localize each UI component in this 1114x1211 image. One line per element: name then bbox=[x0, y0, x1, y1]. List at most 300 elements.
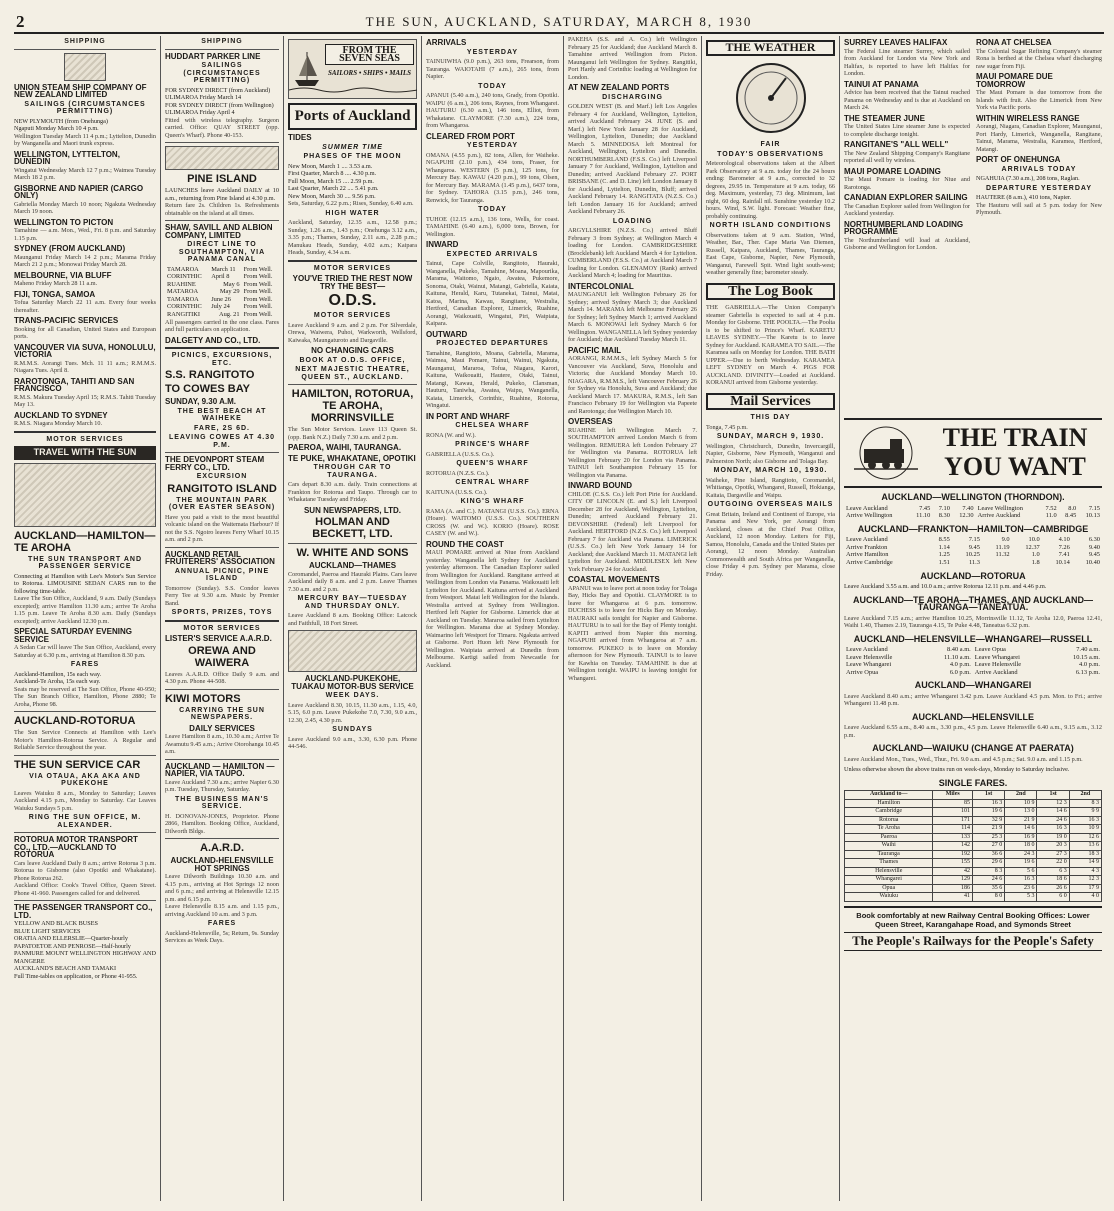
timetable-row bbox=[844, 551, 1102, 559]
table-cell: 7.15 bbox=[968, 536, 980, 544]
ship-row bbox=[165, 266, 279, 274]
no-changing: NO CHANGING CARS bbox=[311, 346, 394, 355]
fare-line: Auckland-Hamilton, 15s each way. bbox=[14, 670, 102, 678]
table-cell: 8 0 bbox=[972, 893, 1004, 902]
table-cell: 10.15 a.m. bbox=[1073, 653, 1100, 661]
sun-car-heading: THE SUN SERVICE CAR bbox=[14, 758, 141, 771]
table-cell: 19 0 bbox=[1037, 833, 1069, 842]
table-cell: 24 6 bbox=[1037, 816, 1069, 825]
table-cell: 10.14 bbox=[1055, 558, 1070, 566]
ods-subheading: MOTOR SERVICES bbox=[313, 312, 392, 319]
leaving-text: LEAVING COWES AT 4.30 P.M. bbox=[168, 434, 276, 449]
table-header-cell: 2nd bbox=[1069, 791, 1101, 800]
table-cell: TAMAROA bbox=[167, 265, 199, 273]
table-cell: 25 3 bbox=[972, 833, 1004, 842]
paeroa-heading: PAEROA, WAIHI, TAURANGA. bbox=[288, 443, 402, 452]
rona-heading: RONA AT CHELSEA bbox=[976, 38, 1052, 47]
fare-row bbox=[845, 799, 1102, 808]
table-cell: 8.30 bbox=[938, 512, 950, 520]
table-cell: 13 0 bbox=[1005, 808, 1037, 817]
table-cell: Rotorua bbox=[845, 816, 933, 825]
round-coast-heading: ROUND THE COAST bbox=[426, 539, 504, 549]
column-weather: THE WEATHER FAIR TODAY'S OBSERVATIONS Meteorological observations taken at the Albert Park Observatory at 9 a.m. today for the 24 hours ending: Barometer at 9 a.m., corrected to 32 degrees, 29.95 in. Temperature at 9 a.m. today, 66 deg. Maximum, yesterday, 73 deg. Minimum, last night, 60 deg. Rainfall nil. Sunshine yesterday 10.2 hours. Wind, S.W. light. Forecast: Weather fine, probably continuing. NORTH ISLAND CONDITIONS Observations taken at 9 a.m. Station, Wind, Weather, Bar., Ther. Cape Maria Van Diemen, Russell, Kaipara, Auckland, Thames, Tauranga, East Cape, Gisborne, Napier, New Plymouth, Wanganui, Farewell Spit. Wind light south-west; weather generally fine; barometer steady. The Log Book THE GABRIELLA.—The Union Company's steamer Gabriella is expected to sail at 4 p.m. Monday for Gisborne. THE POOLTA.—The Poolta is to be shifted to Prince's Wharf. KARETU LEAVES SYDNEY.—The Karetu is to leave Sydney for Auckland. KARAMEA TO SAIL.—The Karamea sails on Monday for London. THE BATH UPPER.—Due to berth Wednesday. KARAMEA LEFT SYDNEY on March 4. PIGS FOR AUCKLAND. DIVINITY—Loaded at Auckland. KORANUI arrived from Gisborne yesterday. Mail Services THIS DAY Tonga, 7.45 p.m. SUNDAY, MARCH 9, 1930. Wellington, Christchurch, Dunedin, Invercargill, Napier, Gisborne, New Plymouth, Wanganui and Palmerston North; also Gisborne and Tolaga Bay. MONDAY, MARCH 10, 1930. Waiheke, Pine Island, Rangitoto, Coromandel, Whitianga, Opotiki, Whangarei, Russell, Hokianga, Kaitaia, Dargaville and Waipu. OUTGOING OVERSEAS MAILS Great Britain, Ireland and Continent of Europe, via Panama and New York, per Aorangi from Auckland, closes at the Chief Post Office, Auckland, 12 noon Monday. Letters for Fiji, Samoa, Honolulu, Canada and the United States per Aorangi, 12 noon Monday. Australian Commonwealth and South Africa per Wanganella, close Friday 4 p.m. Sydney per Marama, close Friday. bbox=[706, 40, 835, 578]
table-cell: 24 6 bbox=[972, 876, 1004, 885]
page-number: 2 bbox=[16, 12, 25, 31]
sailing-item: AUCKLAND TO SYDNEY bbox=[14, 410, 108, 420]
timetable-row bbox=[844, 544, 1102, 552]
route-heading: AUCKLAND—TE AROHA—THAMES, AND AUCKLAND—TAURANGA—TANEATUA. bbox=[853, 594, 1093, 613]
table-cell: 42 bbox=[933, 867, 973, 876]
daily-heading: DAILY SERVICES bbox=[189, 723, 255, 733]
table-cell: May 29 bbox=[219, 288, 240, 296]
chelsea-heading: CHELSEA WHARF bbox=[455, 422, 530, 429]
table-cell: 14 6 bbox=[1005, 825, 1037, 834]
barometer-label: FAIR bbox=[760, 141, 781, 148]
table-cell bbox=[982, 559, 1012, 567]
table-cell: Helensville bbox=[845, 867, 933, 876]
rangitoto-heading: S.S. RANGITOTO bbox=[165, 369, 255, 382]
table-header-cell: 2nd bbox=[1005, 791, 1037, 800]
table-cell: 14 9 bbox=[1069, 859, 1101, 868]
kings-heading: KING'S WHARF bbox=[460, 498, 525, 505]
timetable-row bbox=[844, 559, 1102, 567]
expected-heading: EXPECTED ARRIVALS bbox=[446, 250, 539, 258]
note-heading: RANGITANE'S "ALL WELL" bbox=[844, 140, 949, 149]
rangitoto-island: RANGITOTO ISLAND bbox=[167, 482, 277, 495]
kiwi-subheading: CARRYING THE SUN NEWSPAPERS. bbox=[179, 706, 265, 722]
route-table bbox=[844, 536, 1102, 566]
table-cell: 22 0 bbox=[1037, 859, 1069, 868]
table-cell: RANGITIKI bbox=[167, 311, 201, 319]
this-day-heading: THIS DAY bbox=[750, 414, 791, 421]
seven-seas-subtitle: SAILORS • SHIPS • MAILS bbox=[327, 69, 412, 77]
weather-heading: THE WEATHER bbox=[706, 40, 835, 56]
table-cell: 7.10 bbox=[938, 504, 950, 512]
seven-seas-title: FROM THE SEVEN SEAS bbox=[325, 44, 414, 65]
sailing-item: WELLINGTON TO PICTON bbox=[14, 217, 114, 227]
sunday-departure: SUNDAY, 9.30 A.M. bbox=[165, 397, 236, 407]
route-heading: AUCKLAND—ROTORUA bbox=[920, 570, 1026, 581]
princes-heading: PRINCE'S WHARF bbox=[455, 441, 530, 448]
table-cell: 19 6 bbox=[1005, 859, 1037, 868]
train-banner-line: THE TRAIN bbox=[942, 423, 1088, 452]
huddart-line: ULIMAROA Friday March 14 bbox=[165, 94, 242, 101]
table-cell: Leave Whangarei bbox=[974, 653, 1020, 661]
table-cell: Tauranga bbox=[845, 850, 933, 859]
table-cell: 7.52 bbox=[1045, 504, 1057, 512]
table-cell: 4.10 bbox=[1058, 536, 1070, 544]
timetable-row bbox=[844, 654, 1102, 662]
table-cell: Leave Helensville bbox=[846, 653, 893, 661]
column-nz-ports: PAKEHA (S.S. and A. Co.) left Wellington February 25 for Auckland; due Auckland March 8. Tamahine arrived Wellington from Picton. Maunganui left Wellington for Sydney. Rangitiki, Port Hardy and Corinthic loading at Wellington for London. AT NEW ZEALAND PORTS DISCHARGING GOLDEN WEST (B. and Marf.) left Los Angeles February 4 for Auckland, Wellington, Lyttelton, arrived Auckland February 24. JUNE (S. and Marf.) left New York January 28 for Auckland, Wellington, Lyttelton, Dunedin; due Auckland March 5. MINNEDOSA left Montreal for Auckland, Wellington, Lyttelton and Dunedin. NORTHUMBERLAND (F.S.S. Co.) left Liverpool January 7 for Auckland, Wellington, Lyttelton and Dunedin; arrived Auckland February 27. PORT BRISBANE (C. and D. Line) left London January 8 for Auckland, Lyttelton, Dunedin, Bluff; arrived Auckland February 14. RANGITATA (N.Z.S. Co.) left London January 16 for Auckland; arrived Auckland February 26. LOADING ARGYLLSHIRE (N.Z.S. Co.) arrived Bluff February 3 from Sydney; at Wellington March 4 loading for London. CAMBRIDGESHIRE (Brocklebank) left Auckland March 4 for Lyttelton. CUMBERLAND (F.S.S. Co.) at Auckland March 7 loading for London. GLENAMOY (Rank) arrived Auckland March 4; loading for Mauritius. INTERCOLONIAL MAUNGANUI left Wellington February 26 for Sydney; arrived Sydney March 3; due Auckland March 14. MARAMA left Melbourne February 26 for Sydney; left Sydney March 1; arrived Auckland March 6. MONOWAI left Sydney March 6 for Wellington. WANGANELLA left Sydney yesterday for Auckland; due Auckland Tuesday March 11. PACIFIC MAIL AORANGI, R.M.M.S., left Sydney March 5 for Vancouver via Auckland, Suva, Honolulu and Victoria; due Auckland Monday March 10. NIAGARA, R.M.M.S., left Vancouver February 26 for Sydney via Honolulu, Suva and Auckland; due Auckland March 17. MAKURA, R.M.S., left San Francisco February 19 for Wellington via Papeete and Rarotonga; due Wellington March 10. OVERSEAS RUAHINE left Wellington March 7. SOUTHAMPTON arrived London March 6 from Wellington. REMUERA left London February 27 for Wellington via Panama. ROTORUA left Wellington February 20 for London via Panama. TAINUI left Southampton February 15 for Wellington via Panama. INWARD BOUND CHILOE (C.S.S. Co.) left Port Pirie for Auckland. CITY OF LINCOLN (E. and S.) left Liverpool December 28 for Auckland, Wellington, Lyttelton, Dunedin; arrived Auckland February 21. DEVONSHIRE (Federal) left Liverpool for Auckland. HERTFORD (N.Z.S. Co.) left Liverpool February 7 for Auckland via Panama. LIMERICK (U.S.S. Co.) left New York January 14 for Auckland; due Auckland March 11. MATANGI left Lyttelton for Auckland. MIDDLESEX left New York February 24 for Auckland. COASTAL MOVEMENTS APANUI was to leave port at noon today for Tolaga Bay, Hicks Bay and Opotiki. CLAYMORE is to leave for Whangaroa at 6 p.m. tomorrow. DUCHESS is to leave for Hicks Bay on Monday. HAURAKI sails tonight for Napier and Gisborne. HAUTURU is to sail for the Bay of Plenty tonight. KAPITI arrived from Napier this morning. NGAPUHI arrived from Whangaroa at 7 a.m. tomorrow. PUKEKO is to leave on Monday afternoon for New Plymouth. TAINUI is to leave for Kawhia on Tuesday. TAMAHINE is due at Wellington tonight. WAIPU is leaving tonight for Whangarei. bbox=[568, 36, 697, 682]
today-heading: TODAY bbox=[478, 82, 507, 90]
sailing-item: VANCOUVER VIA SUVA, HONOLULU, VICTORIA bbox=[14, 342, 156, 359]
route-heading: AUCKLAND—WAIUKU (CHANGE AT PAERATA) bbox=[872, 743, 1074, 754]
wireless-heading: WITHIN WIRELESS RANGE bbox=[976, 113, 1080, 123]
ngahuia-line: NGAHUIA (7.30 a.m.), 208 tons, Raglan. bbox=[976, 175, 1080, 182]
table-cell: Aug. 21 bbox=[218, 311, 240, 319]
fare-row bbox=[845, 833, 1102, 842]
table-cell: 10.40 bbox=[1085, 558, 1100, 566]
huddart-subheading: SAILINGS (CIRCUMSTANCES PERMITTING) bbox=[183, 62, 261, 84]
timetable-row bbox=[844, 646, 1102, 654]
ship-row bbox=[165, 296, 279, 304]
table-cell: Waihi bbox=[845, 842, 933, 851]
masthead bbox=[14, 12, 1104, 34]
sundays: SUNDAYS bbox=[332, 726, 373, 733]
week-days: WEEK DAYS. bbox=[325, 692, 380, 699]
table-cell: CORINTHIC bbox=[167, 273, 202, 281]
note-heading: MAUI POMARE LOADING bbox=[844, 166, 941, 176]
outward-heading: OUTWARD bbox=[426, 329, 468, 339]
helensville-heading: AUCKLAND-HELENSVILLE HOT SPRINGS bbox=[170, 856, 274, 873]
section-heading: SHIPPING bbox=[64, 38, 106, 45]
table-cell: Arrive Opua bbox=[846, 668, 879, 676]
overseas-heading: OVERSEAS bbox=[568, 417, 613, 426]
column-rule bbox=[563, 36, 564, 1201]
fares-table bbox=[844, 790, 1102, 902]
thames-heading: AUCKLAND—THAMES bbox=[308, 561, 397, 570]
moon-phase: New Moon, March 30 .... 9.56 p.m. bbox=[288, 192, 376, 200]
column-shipping: SHIPPING UNION STEAM SHIP COMPANY OF NEW ZEALAND LIMITED SAILINGS (CIRCUMSTANCES PERMITTING) NEW PLYMOUTH (from Onehunga) Ngaputi Monday March 10 4 p.m. Wellington Tuesday March 11 4 p.m.; Lyttelton, Dunedin by Wanganella and Maori trunk express. WELLINGTON, LYTTELTON, DUNEDIN Wingatui Wednesday March 12 7 p.m.; Waimea Tuesday March 18 2 p.m. GISBORNE AND NAPIER (CARGO ONLY) Gabriella Monday March 10 noon; Ngakuta Wednesday March 19 noon. WELLINGTON TO PICTON Tamahine — a.m. Mon., Wed., Fri. 8 p.m. and Saturday 1.15 p.m. SYDNEY (FROM AUCKLAND) Maunganui Friday March 14 2 p.m.; Marama Friday March 21 2 p.m.; Monowai Friday March 28. MELBOURNE, VIA BLUFF Maheno Friday March 28 11 a.m. FIJI, TONGA, SAMOA Tofua Saturday March 22 11 a.m. Every four weeks thereafter. TRANS-PACIFIC SERVICES Booking for all Canadian, United States and European ports. VANCOUVER VIA SUVA, HONOLULU, VICTORIA R.M.M.S. Aorangi Tues. Mch. 11 11 a.m.; R.M.M.S. Niagara Tues. April 8. RAROTONGA, TAHITI AND SAN FRANCISCO R.M.S. Makura Tuesday April 15; R.M.S. Tahiti Tuesday May 13. AUCKLAND TO SYDNEY R.M.S. Niagara Monday March 10. MOTOR SERVICES TRAVEL WITH THE SUN AUCKLAND—HAMILTON—TE AROHA THE SUN TRANSPORT AND PASSENGER SERVICE Connecting at Hamilton with Lee's Motor's Sun Service to Rotorua. LIMOUSINE SEDAN CARS run to the following time-table. Leave The Sun Office, Auckland, 9 a.m. Daily (Sundays excepted); arrive Hamilton 11.30 a.m.; arrive Te Aroha 1.15 p.m. Leave Te Aroha 8.30 a.m. Daily (Sundays excepted); arrive Auckland 12.30 p.m. SPECIAL SATURDAY EVENING SERVICE A Sedan Car will leave The Sun Office, Auckland, every Saturday at 6.30 p.m., arriving at Hamilton 8.30 p.m. FARES Auckland-Hamilton, 15s each way. Auckland-Te Aroha, 15s each way. Seats may be reserved at The Sun Office, Phone 40-950; The Sun Branch Office, Hamilton, Phone 2880; Te Aroha, Phone 98. AUCKLAND-ROTORUA The Sun Service Connects at Hamilton with Lee's Motor's Hamilton-Rotorua Service. A Regular and Reliable Service throughout the year. THE SUN SERVICE CAR VIA OTAUA, AKA AKA AND PUKEKOHE Leaves Waiuku 8 a.m., Monday to Saturday; Leaves Auckland 4.15 p.m., Monday to Saturday. Car Leaves Waiuku Sundays 5 p.m. RING THE SUN OFFICE, M. ALEXANDER. ROTORUA MOTOR TRANSPORT CO., LTD.—AUCKLAND TO ROTORUA Cars leave Auckland Daily 8 a.m.; arrive Rotorua 3 p.m. Rotorua to Gisborne (also Opotiki and Whakatane). Phone Rotorua 262. Auckland Office: Cook's Travel Office, Queen Street. Phone 41-960. Passengers called for and delivered. THE PASSENGER TRANSPORT CO., LTD. YELLOW AND BLACK BUSES BLUE LIGHT SERVICES ORATIA AND ELLERSLIE—Quarter-hourly PAPATOETOE AND PENROSE—Half-hourly PANMURE MOUNT WELLINGTON HIGHWAY AND MANGERE AUCKLAND'S BEACH AND TAMAKI Full Time-tables on application, or Phone 41-955. bbox=[14, 38, 156, 980]
cowes-heading: TO COWES BAY bbox=[165, 383, 250, 396]
table-cell: 186 bbox=[933, 884, 973, 893]
discharging-heading: DISCHARGING bbox=[602, 93, 663, 101]
wireless-notes: RONA AT CHELSEA The Colonial Sugar Refining Company's steamer Rona is berthed at the Chelsea wharf discharging raw sugar from Fiji. MAUI POMARE DUE TOMORROW The Maui Pomare is due tomorrow from the Islands with fruit. Also the Limerick from New York via Pacific ports. WITHIN WIRELESS RANGE Aorangi, Niagara, Canadian Explorer, Maunganui, Port Hardy, Limerick, Wanganella, Rangitane, Tainui, Marama, Westralia, Karamea, Hertford, Matangi. PORT OF ONEHUNGA ARRIVALS TODAY NGAHUIA (7.30 a.m.), 208 tons, Raglan. DEPARTURE YESTERDAY HAUTERE (8 a.m.), 410 tons, Napier. The Hauturu will sail at 5 p.m. today for New Plymouth. bbox=[976, 38, 1102, 216]
table-cell: 8.0 bbox=[1068, 504, 1077, 512]
waiheke-fare: FARE, 2S 6D. bbox=[194, 424, 250, 432]
through-car: THROUGH CAR TO TAURANGA. bbox=[313, 464, 392, 479]
column-rule bbox=[283, 36, 284, 1201]
table-cell: 19 6 bbox=[972, 808, 1004, 817]
table-cell: Te Aroha bbox=[845, 825, 933, 834]
fare-row bbox=[845, 825, 1102, 834]
monday-heading: MONDAY, MARCH 10, 1930. bbox=[713, 467, 828, 474]
table-cell: 10.0 bbox=[1028, 536, 1040, 544]
route-table bbox=[844, 505, 1102, 520]
outgoing-heading: OUTGOING OVERSEAS MAILS bbox=[707, 501, 834, 508]
table-cell: May 6 bbox=[223, 280, 240, 288]
table-cell: 11.32 bbox=[995, 551, 1010, 559]
table-cell: 9.45 bbox=[968, 543, 980, 551]
column-railways bbox=[844, 36, 1102, 1201]
motor-bus-illustration bbox=[288, 630, 417, 672]
table-cell: 16 3 bbox=[972, 799, 1004, 808]
table-cell: 12 3 bbox=[1069, 876, 1101, 885]
table-cell: Arrive Cambridge bbox=[846, 558, 893, 566]
hamilton-rotorua-heading: HAMILTON, ROTORUA, TE AROHA, MORRINSVILLE bbox=[291, 388, 414, 424]
timetable-row bbox=[844, 536, 1102, 544]
table-cell: 12.30 bbox=[959, 512, 974, 520]
table-cell: Arrive Auckland bbox=[977, 512, 1021, 520]
table-cell: 8.45 bbox=[1065, 512, 1077, 520]
table-cell: 6.13 p.m. bbox=[1075, 668, 1100, 676]
huddart-line: FOR SYDNEY DIRECT (from Wellington) bbox=[165, 101, 274, 109]
bus-service: PANMURE MOUNT WELLINGTON HIGHWAY AND MANGERE bbox=[14, 950, 156, 965]
table-cell: Thames bbox=[845, 859, 933, 868]
sailing-item: WELLINGTON, LYTTELTON, DUNEDIN bbox=[14, 149, 120, 166]
table-cell: 1.51 bbox=[938, 558, 950, 566]
fare-row bbox=[845, 867, 1102, 876]
white-sons-heading: W. WHITE AND SONS bbox=[296, 547, 409, 559]
table-cell: 16 9 bbox=[1005, 833, 1037, 842]
table-cell: 21 9 bbox=[1005, 816, 1037, 825]
departure-yesterday: DEPARTURE YESTERDAY bbox=[985, 184, 1092, 192]
mail-services-heading: Mail Services bbox=[706, 393, 835, 411]
table-cell: 7.26 bbox=[1058, 543, 1070, 551]
huddart-heading: HUDDART PARKER LINE bbox=[165, 51, 261, 61]
section-heading: SHIPPING bbox=[201, 38, 243, 45]
ods-book: BOOK AT O.D.S. OFFICE, bbox=[299, 356, 406, 364]
table-header-cell: Auckland to— bbox=[845, 791, 933, 800]
table-cell: 13 6 bbox=[1069, 842, 1101, 851]
moon-phase: New Moon, March 1 .... 3.53 a.m. bbox=[288, 162, 373, 170]
note-heading: SURREY LEAVES HALIFAX bbox=[844, 38, 948, 47]
sailing-item: Ngaputi Monday March 10 4 p.m. bbox=[14, 125, 99, 132]
table-cell: March 11 bbox=[211, 265, 236, 273]
table-cell: 32 9 bbox=[972, 816, 1004, 825]
fare-row bbox=[845, 859, 1102, 868]
table-cell: 16 3 bbox=[1069, 816, 1101, 825]
train-banner-line: YOU WANT bbox=[944, 452, 1086, 481]
mountain-park: THE MOUNTAIN PARK (OVER EASTER SEASON) bbox=[168, 496, 276, 512]
high-water-heading: HIGH WATER bbox=[325, 209, 380, 217]
sports-heading: SPORTS, PRIZES, TOYS bbox=[171, 609, 273, 617]
shipping-notes: SURREY LEAVES HALIFAX The Federal Line steamer Surrey, which sailed from Auckland for London via New York and Halifax, is reported to have left Halifax for London. TAINUI AT PANAMA Advice has been received that the Tainui reached Panama on Wednesday and is due at Auckland on March 24. THE STEAMER JUNE The United States Line steamer June is expected to complete discharge tonight. RANGITANE'S "ALL WELL" The New Zealand Shipping Company's Rangitane reported all well by wireless. MAUI POMARE LOADING The Maui Pomare is loading for Niue and Rarotonga. CANADIAN EXPLORER SAILING The Canadian Explorer sailed from Wellington for Auckland yesterday. NORTHUMBERLAND LOADING PROGRAMME The Northumberland will load at Auckland, Gisborne and Wellington for London. bbox=[844, 38, 970, 251]
table-cell: 21 9 bbox=[972, 825, 1004, 834]
table-cell: 20 3 bbox=[1037, 842, 1069, 851]
table-cell: 7.41 bbox=[1058, 551, 1070, 559]
ods-book-address: NEXT MAJESTIC THEATRE, QUEEN ST., AUCKLAND. bbox=[295, 366, 410, 381]
table-cell: 41 bbox=[933, 893, 973, 902]
table-header-cell: 1st bbox=[1037, 791, 1069, 800]
page-title: THE SUN, AUCKLAND, SATURDAY, MARCH 8, 1930 bbox=[365, 14, 753, 29]
bus-service: YELLOW AND BLACK BUSES bbox=[14, 920, 98, 927]
table-cell: 192 bbox=[933, 850, 973, 859]
table-cell: 4.0 p.m. bbox=[949, 661, 971, 669]
table-cell: 12 6 bbox=[1069, 833, 1101, 842]
conditions-heading: NORTH ISLAND CONDITIONS bbox=[709, 222, 832, 229]
summer-time: SUMMER TIME bbox=[322, 143, 383, 151]
table-cell: From Well. bbox=[243, 273, 273, 281]
column-arrivals: ARRIVALS YESTERDAY TAINUIWHA (9.0 p.m.), 263 tons, Frearson, from Tauranga. WAIOTAHI (7 a.m.), 265 tons, from Napier. TODAY APANUI (5.40 a.m.), 240 tons, Grady, from Opotiki. WAIPU (6 a.m.), 206 tons, Raynes, from Whangarei. HAUTURU (6.30 a.m.), 146 tons, Elliot, from Whakatane. CLAYMORE (7.30 a.m.), 224 tons, from Whangaroa. CLEARED FROM PORT YESTERDAY OMANA (4.55 p.m.), 82 tons, Allen, for Waiheke. NGAPUHI (2.10 p.m.), 434 tons, Fraser, for Whangaroa. WESTERN (5 p.m.), 125 tons, for Mercury Bay. KAWAU (4.20 p.m.), 99 tons, Olsen, for Mercury Bay. MARAMA (1.45 p.m.), 6437 tons, for Sydney. TAHORA (3.15 p.m.), 246 tons, Renwick, for Tauranga. TODAY TUHOE (12.15 a.m.), 136 tons, Wells, for coast. TAMAHINE (6.40 a.m.), 6,000 tons, Brown, for Wellington. INWARD EXPECTED ARRIVALS Tainui, Cape Colville, Rangitoto, Hauraki, Wanganella, Pukeko, Tamahine, Moana, Mapourika, Marama, Waitomo, Ngaio, Awatea, Pukemore, Sonoma, Otaki, Wainui, Matangi, Gabriella, Kaiata, Kaituna, Herald, Karu, Tutanekai, Tainui, Matai, Katoa, Marina, Kawau, Rangitane, Westralia, Hertford, Canadian Explorer, Limerick, Ruahine, Aorangi, Waikouaiti, Wingatui, Piri, Waipiata, Kaipara. OUTWARD PROJECTED DEPARTURES Tamahine, Rangitoto, Moana, Gabriella, Marama, Waimea, Maui Pomare, Tainui, Wainui, Ngakuta, Maunganui, Mararoa, Tofua, Niagara, Karori, Kaituna, Waikouaiti, Hautere, Otaki, Tainui, Matangi, Kawau, Herald, Pukeko, Clansman, Hauturu, Taniwha, Awatea, Waipu, Wanganella, Kaiata, Limerick, Corinthic, Ruahine, Rotorua, Wingatui. IN PORT AND WHARF CHELSEA WHARF RONA (W. and W.). PRINCE'S WHARF GABRIELLA (U.S.S. Co.). QUEEN'S WHARF ROTORUA (N.Z.S. Co.). CENTRAL WHARF KAITUNA (U.S.S. Co.). KING'S WHARF RAMA (A. and C.). MATANGI (U.S.S. Co.). ERNA (Hoare). WAITOMO (U.S.S. Co.). SOUTHERN CROSS (W. and W.). KORIO (Hoare). ROSE CASEY (W. and W.). ROUND THE COAST MAUI POMARE arrived at Niue from Auckland yesterday. Wanganella left Sydney for Auckland yesterday afternoon. The Canadian Explorer sailed from Wellington for Auckland. Rangitane arrived at Wellington from London via Panama. Waikouaiti left Lyttelton for Auckland. Kaituna arrived at Auckland from Westport. Matai left Wellington for the Islands. Westralia arrived at Sydney from Wellington. Hertford left Napier for Gisborne. Limerick due at Auckland on Tuesday. Mararoa sailed from Lyttelton for Wellington. Marama due at Sydney Monday. Waimarino left Westport for Timaru. Ngakuta arrived at Gisborne. Port Huon left New Plymouth for Wellington. Waipiata arrived at Dunedin from Melbourne. Kartigi sailed from Newcastle for Auckland. bbox=[426, 38, 559, 669]
bus-service: AUCKLAND'S BEACH AND TAMAKI bbox=[14, 965, 117, 972]
column-rule bbox=[701, 36, 702, 1201]
sailing-item: TRANS-PACIFIC SERVICES bbox=[14, 316, 119, 325]
huddart-line: ULIMAROA Friday April 4 bbox=[165, 109, 235, 116]
central-heading: CENTRAL WHARF bbox=[455, 479, 530, 486]
table-cell: From Well. bbox=[243, 288, 273, 296]
table-cell: 11.10 bbox=[916, 512, 931, 520]
table-cell: Paeroa bbox=[845, 833, 933, 842]
column-rule bbox=[160, 36, 161, 1201]
inward-bound-heading: INWARD BOUND bbox=[568, 481, 632, 490]
table-cell: 6 3 bbox=[1037, 867, 1069, 876]
table-cell: 129 bbox=[933, 876, 973, 885]
table-cell: 171 bbox=[933, 816, 973, 825]
single-fares-heading: SINGLE FARES. bbox=[938, 777, 1008, 788]
huddart-line: FOR SYDNEY DIRECT (from Auckland) bbox=[165, 86, 271, 94]
flag-logo bbox=[64, 53, 106, 81]
observations-heading: TODAY'S OBSERVATIONS bbox=[717, 150, 824, 158]
table-cell: 35 6 bbox=[972, 884, 1004, 893]
sunday-note: Unless otherwise shown the above trains run on week-days, Monday to Saturday inclusive. bbox=[844, 766, 1070, 774]
holman-heading: HOLMAN AND BECKETT, LTD. bbox=[312, 516, 393, 540]
rotorua-heading: AUCKLAND-ROTORUA bbox=[14, 715, 136, 727]
sun-car-route: VIA OTAUA, AKA AKA AND PUKEKOHE bbox=[29, 772, 141, 787]
table-cell: 10.25 bbox=[965, 551, 980, 559]
route-heading: AUCKLAND—HELENSVILLE—WHANGAREI—RUSSELL bbox=[853, 633, 1093, 644]
table-cell: Leave Whangarei bbox=[846, 661, 892, 669]
in-port-heading: IN PORT AND WHARF bbox=[426, 411, 510, 421]
fare-row bbox=[845, 808, 1102, 817]
sailing-item: GISBORNE AND NAPIER (CARGO ONLY) bbox=[14, 183, 144, 200]
sunday-mails-heading: SUNDAY, MARCH 9, 1930. bbox=[716, 433, 825, 440]
ferry-illustration bbox=[165, 146, 279, 170]
picnic-heading: ANNUAL PICNIC, PINE ISLAND bbox=[174, 567, 270, 583]
sailings-heading: SAILINGS (CIRCUMSTANCES PERMITTING) bbox=[24, 100, 146, 115]
table-cell: 27 0 bbox=[972, 842, 1004, 851]
table-cell: 12.37 bbox=[1025, 543, 1040, 551]
sailing-item: NEW PLYMOUTH (from Onehunga) bbox=[14, 117, 108, 125]
table-cell: Leave Opua bbox=[974, 646, 1006, 654]
queens-heading: QUEEN'S WHARF bbox=[456, 460, 529, 467]
table-cell: 7.45 bbox=[919, 504, 931, 512]
tides-heading: TIDES bbox=[288, 133, 312, 142]
today-heading: TODAY bbox=[478, 206, 507, 213]
barometer-icon bbox=[726, 60, 816, 136]
intercolonial-heading: INTERCOLONIAL bbox=[568, 281, 634, 291]
moon-phase: Full Moon, March 15 .... 2.59 p.m. bbox=[288, 177, 374, 185]
bus-service: ORATIA AND ELLERSLIE—Quarter-hourly bbox=[14, 935, 128, 942]
booking-offices: Book comfortably at new Railway Central Booking Offices: Lower Queen Street, Karangahape Road, and Symonds Street bbox=[844, 906, 1102, 929]
table-cell: 101 bbox=[933, 808, 973, 817]
passenger-transport-heading: THE PASSENGER TRANSPORT CO., LTD. bbox=[14, 903, 153, 920]
travel-banner: TRAVEL WITH THE SUN bbox=[14, 446, 156, 460]
table-header-row bbox=[845, 791, 1102, 800]
bus-service: PAPATOETOE AND PENROSE—Half-hourly bbox=[14, 942, 131, 950]
ods-heading: O.D.S. bbox=[328, 292, 377, 309]
table-cell: 17 9 bbox=[1069, 884, 1101, 893]
cleared-heading: CLEARED FROM PORT bbox=[426, 131, 515, 141]
projected-heading: PROJECTED DEPARTURES bbox=[436, 340, 549, 347]
yesterday-heading: YESTERDAY bbox=[466, 48, 519, 56]
table-cell: April 8 bbox=[211, 273, 230, 281]
table-cell: 1.0 bbox=[1031, 551, 1040, 559]
table-cell: 27 3 bbox=[1037, 850, 1069, 859]
sailing-item: MELBOURNE, VIA BLUFF bbox=[14, 270, 112, 280]
table-cell: 9.0 bbox=[1001, 536, 1010, 544]
table-cell: 5 3 bbox=[1005, 893, 1037, 902]
ods-intro: YOU'VE TRIED THE REST NOW TRY THE BEST— bbox=[292, 274, 413, 291]
table-cell: 9.40 bbox=[1088, 543, 1100, 551]
table-cell: Arrive Wellington bbox=[846, 512, 893, 520]
timetable-row bbox=[844, 512, 1102, 520]
fruiterers-heading: AUCKLAND RETAIL FRUITERERS' ASSOCIATION bbox=[165, 549, 275, 567]
table-cell: Leave Helensville bbox=[974, 661, 1022, 669]
fare-line: Auckland-Te Aroha, 15s each way. bbox=[14, 678, 101, 685]
table-cell: 18 3 bbox=[1069, 850, 1101, 859]
pacific-heading: PACIFIC MAIL bbox=[568, 345, 622, 355]
note-heading: THE STEAMER JUNE bbox=[844, 113, 925, 123]
table-cell: 1.8 bbox=[1031, 558, 1040, 566]
route-heading: AUCKLAND—HELENSVILLE bbox=[911, 711, 1034, 722]
table-cell: 10 9 bbox=[1069, 825, 1101, 834]
table-cell: 85 bbox=[933, 799, 973, 808]
aroha-subheading: THE SUN TRANSPORT AND PASSENGER SERVICE bbox=[27, 555, 143, 570]
coastal-heading: COASTAL MOVEMENTS bbox=[568, 575, 660, 584]
fare-row bbox=[845, 884, 1102, 893]
inward-heading: INWARD bbox=[426, 240, 459, 249]
aroha-text: Connecting at Hamilton with Lee's Motor's Sun Service to Rotorua. LIMOUSINE SEDAN CARS run to the following time-table. bbox=[14, 572, 156, 595]
table-cell: 16 3 bbox=[1005, 876, 1037, 885]
kiwi-heading: KIWI MOTORS bbox=[165, 692, 241, 705]
table-cell: Whangarei bbox=[845, 876, 933, 885]
table-cell: 26 6 bbox=[1037, 884, 1069, 893]
table-cell: 18 0 bbox=[1005, 842, 1037, 851]
sun-car-contact: RING THE SUN OFFICE, M. ALEXANDER. bbox=[28, 814, 142, 829]
table-cell: Leave Auckland bbox=[846, 504, 888, 512]
table-cell: CORINTHIC bbox=[167, 303, 202, 311]
table-cell: July 24 bbox=[211, 303, 230, 311]
route-heading: AUCKLAND—WHANGAREI bbox=[914, 680, 1032, 691]
moon-phase: First Quarter, March 8 .... 4.30 p.m. bbox=[288, 170, 377, 177]
table-cell: 11.10 a.m. bbox=[944, 653, 971, 661]
locomotive-icon bbox=[846, 423, 926, 483]
union-heading: UNION STEAM SHIP COMPANY OF NEW ZEALAND LIMITED bbox=[14, 82, 147, 99]
table-cell: Leave Auckland bbox=[846, 536, 888, 544]
route-heading: AUCKLAND—FRANKTON—HAMILTON—CAMBRIDGE bbox=[857, 523, 1089, 534]
table-cell: 14 6 bbox=[1037, 808, 1069, 817]
sailing-item: RAROTONGA, TAHITI AND SAN FRANCISCO bbox=[14, 376, 135, 393]
napier-heading: AUCKLAND — HAMILTON — NAPIER, VIA TAUPO. bbox=[165, 761, 275, 779]
rotorua-motor-heading: ROTORUA MOTOR TRANSPORT CO., LTD.—AUCKLAND TO ROTORUA bbox=[14, 835, 138, 859]
bus-service: BLUE LIGHT SERVICES bbox=[14, 927, 81, 935]
train-banner bbox=[844, 418, 1102, 488]
motor-services-heading: MOTOR SERVICES bbox=[183, 624, 261, 632]
table-cell: 114 bbox=[933, 825, 973, 834]
table-cell: Leave Wellington bbox=[977, 504, 1023, 512]
sun-newspapers: SUN NEWSPAPERS, LTD. bbox=[303, 505, 402, 515]
table-cell: 10.13 bbox=[1085, 512, 1100, 520]
fares-heading: FARES bbox=[70, 661, 100, 668]
ship-row bbox=[165, 303, 279, 311]
table-cell: 1.14 bbox=[938, 543, 950, 551]
barometer-dial bbox=[706, 60, 835, 139]
loading-heading: LOADING bbox=[612, 217, 653, 225]
picnics-heading: PICNICS, EXCURSIONS, ETC. bbox=[171, 352, 273, 367]
table-cell: From Well. bbox=[243, 280, 273, 288]
maui-due-heading: MAUI POMARE DUE TOMORROW bbox=[976, 72, 1053, 89]
route-heading: AUCKLAND—WELLINGTON (THORNDON). bbox=[881, 492, 1065, 502]
pukekohe-heading: AUCKLAND-PUKEKOHE, TUAKAU MOTOR-BUS SERVICE bbox=[291, 674, 414, 691]
table-cell: Opua bbox=[845, 884, 933, 893]
table-cell: 11.3 bbox=[968, 558, 980, 566]
table-cell: TAMAROA bbox=[167, 295, 199, 303]
waiheke-text: THE BEST BEACH AT WAIHEKE bbox=[177, 407, 267, 423]
motor-services-heading: MOTOR SERVICES bbox=[313, 264, 392, 272]
fare-row bbox=[845, 893, 1102, 902]
table-cell: 23 6 bbox=[1005, 884, 1037, 893]
ships-table bbox=[165, 266, 279, 319]
table-cell: 8 3 bbox=[1069, 799, 1101, 808]
table-cell: 4 3 bbox=[1069, 867, 1101, 876]
hautere-line: HAUTERE (8 a.m.), 410 tons, Napier. bbox=[976, 194, 1072, 201]
table-cell: 7.15 bbox=[1088, 504, 1100, 512]
table-cell: 24 3 bbox=[1005, 850, 1037, 859]
nz-ports-heading: AT NEW ZEALAND PORTS bbox=[568, 83, 670, 92]
business-heading: THE BUSINESS MAN'S SERVICE. bbox=[175, 795, 269, 811]
